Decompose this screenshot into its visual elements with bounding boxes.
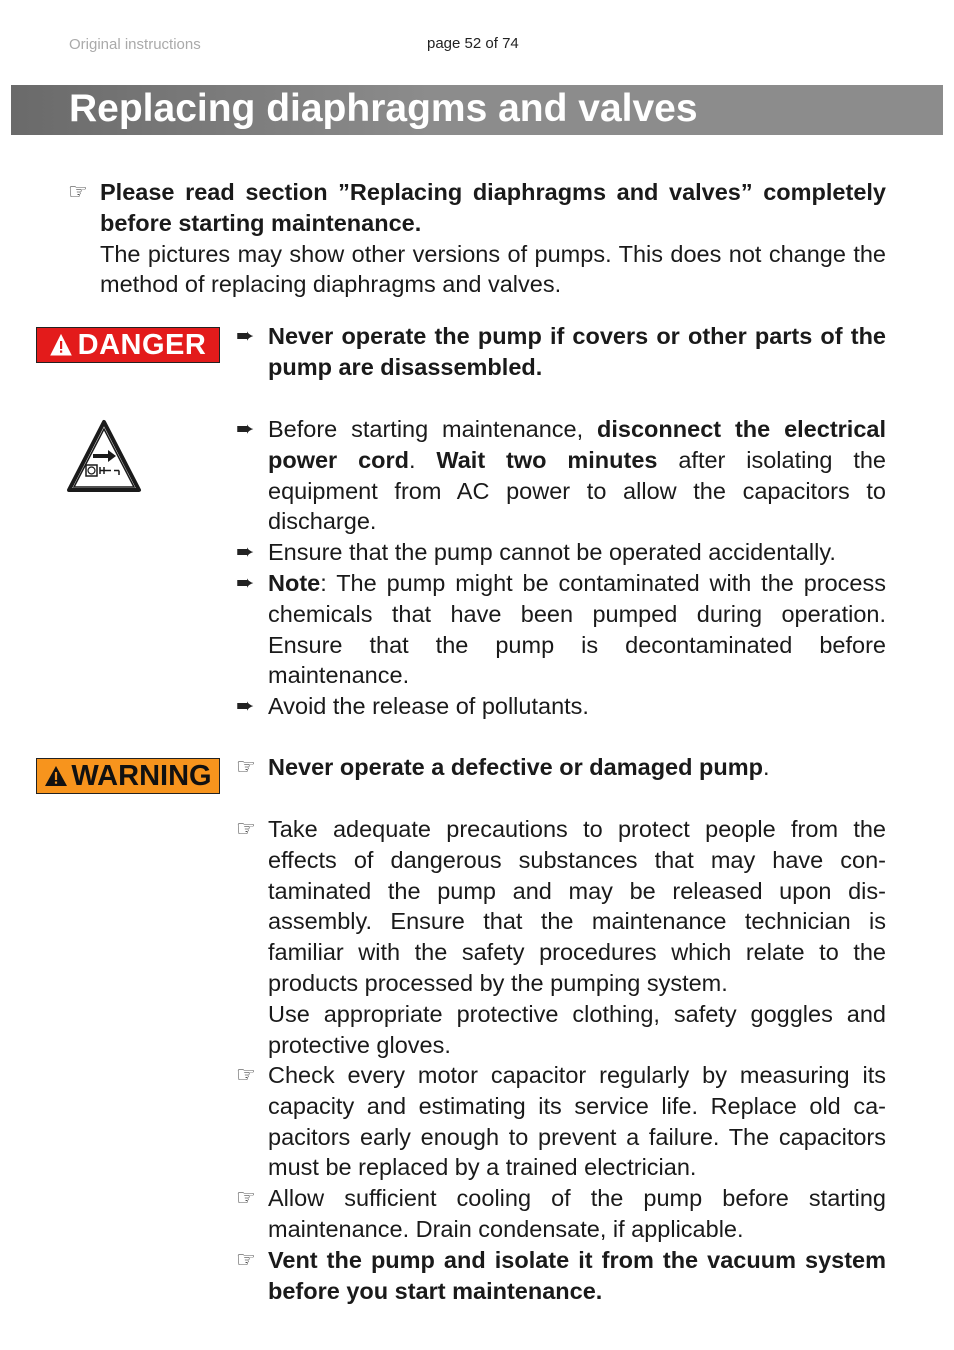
danger-item-wait-bold: Wait two minutes (436, 446, 658, 473)
pointing-hand-icon: ☞ (236, 1247, 256, 1272)
pointing-hand-icon: ☞ (236, 1062, 256, 1087)
warning-item-capacitor (268, 1060, 886, 1183)
arrow-right-icon: ➨ (236, 539, 255, 564)
intro-bold-text: Please read section ”Replacing diaphragms and valves” completely before starting maintenance. (100, 179, 886, 236)
pointing-hand-icon: ☞ (236, 754, 256, 779)
arrow-right-icon: ➨ (236, 416, 255, 441)
danger-item-pollutants (268, 691, 886, 722)
arrow-right-icon: ➨ (236, 323, 255, 348)
intro-paragraph (100, 177, 886, 300)
warning-badge (36, 758, 220, 794)
pointing-hand-icon: ☞ (236, 1185, 256, 1210)
warning-item-cooling (268, 1183, 886, 1245)
warning-item-defective-bold: Never operate a defective or damaged pump (268, 754, 763, 780)
danger-item-note (268, 568, 886, 691)
danger-item-note-text: : The pump might be contaminated with the process chemicals that have been pumped during operation. Ensure that the pump is decontaminated before maintenance. (268, 570, 886, 689)
header-page-number: page 52 of 74 (427, 35, 519, 52)
warning-triangle-icon (44, 765, 68, 787)
danger-item-disconnect-bold: disconnect the electrical power cord (268, 416, 886, 473)
intro-text: The pictures may show other versions of pumps. This does not change the method of replacing diaphragms and valves. (100, 240, 886, 298)
warning-item-protective-text: Use appropriate protective clothing, safety goggles and protective gloves. (268, 1000, 886, 1058)
warning-item-precautions (268, 814, 886, 1060)
danger-item-accidental (268, 537, 886, 568)
danger-item-wait-text: after isolating the equipment from AC power to allow the capacitors to discharge. (268, 446, 886, 535)
warning-item-capacitor-text: Check every motor capacitor regularly by measuring its capacity and estimating its service life. Replace old capacitors early enough to prevent a failure. The capacitors must be replaced by a trained electrician. (268, 1062, 886, 1181)
title-bar (11, 85, 943, 135)
danger-item-pollutants-text: Avoid the release of pollutants. (268, 693, 589, 719)
danger-item-note-label: Note (268, 570, 321, 596)
danger-item-accidental-text: Ensure that the pump cannot be operated accidentally. (268, 539, 836, 565)
arrow-right-icon: ➨ (236, 693, 255, 718)
danger-badge (36, 327, 220, 363)
warning-item-vent (268, 1245, 886, 1307)
header-document-type: Original instructions (69, 36, 201, 53)
pointing-hand-icon: ☞ (236, 816, 256, 841)
warning-item-vent-bold: Vent the pump and isolate it from the vacuum system before you start maintenance. (268, 1247, 886, 1304)
disconnect-power-hazard-icon (66, 418, 142, 494)
warning-item-defective (268, 752, 886, 783)
warning-item-defective-period: . (762, 754, 770, 780)
page-title: Replacing diaphragms and valves (69, 87, 698, 130)
warning-triangle-icon (50, 334, 72, 356)
danger-item-disconnect (268, 414, 886, 537)
arrow-right-icon: ➨ (236, 570, 255, 595)
danger-label: DANGER (77, 328, 207, 361)
warning-item-cooling-text: Allow sufficient cooling of the pump before starting maintenance. Drain condensate, if applicable. (268, 1185, 886, 1242)
danger-item-disconnect-text: Before starting maintenance, (268, 416, 598, 442)
danger-item-disconnect-sep: . (409, 446, 437, 473)
danger-item-covers-text: Never operate the pump if covers or other parts of the pump are disassembled. (268, 323, 886, 380)
danger-item-covers (268, 321, 886, 383)
pointing-hand-icon: ☞ (68, 179, 88, 204)
warning-label: WARNING (71, 759, 212, 792)
warning-item-precautions-text: Take adequate precautions to protect people from the effects of dangerous substances that may have contaminated the pump and may be released upon disassembly. Ensure that the maintenance technician is familiar with the safety procedures which relate to the products processed by the pumping system. (268, 816, 886, 996)
